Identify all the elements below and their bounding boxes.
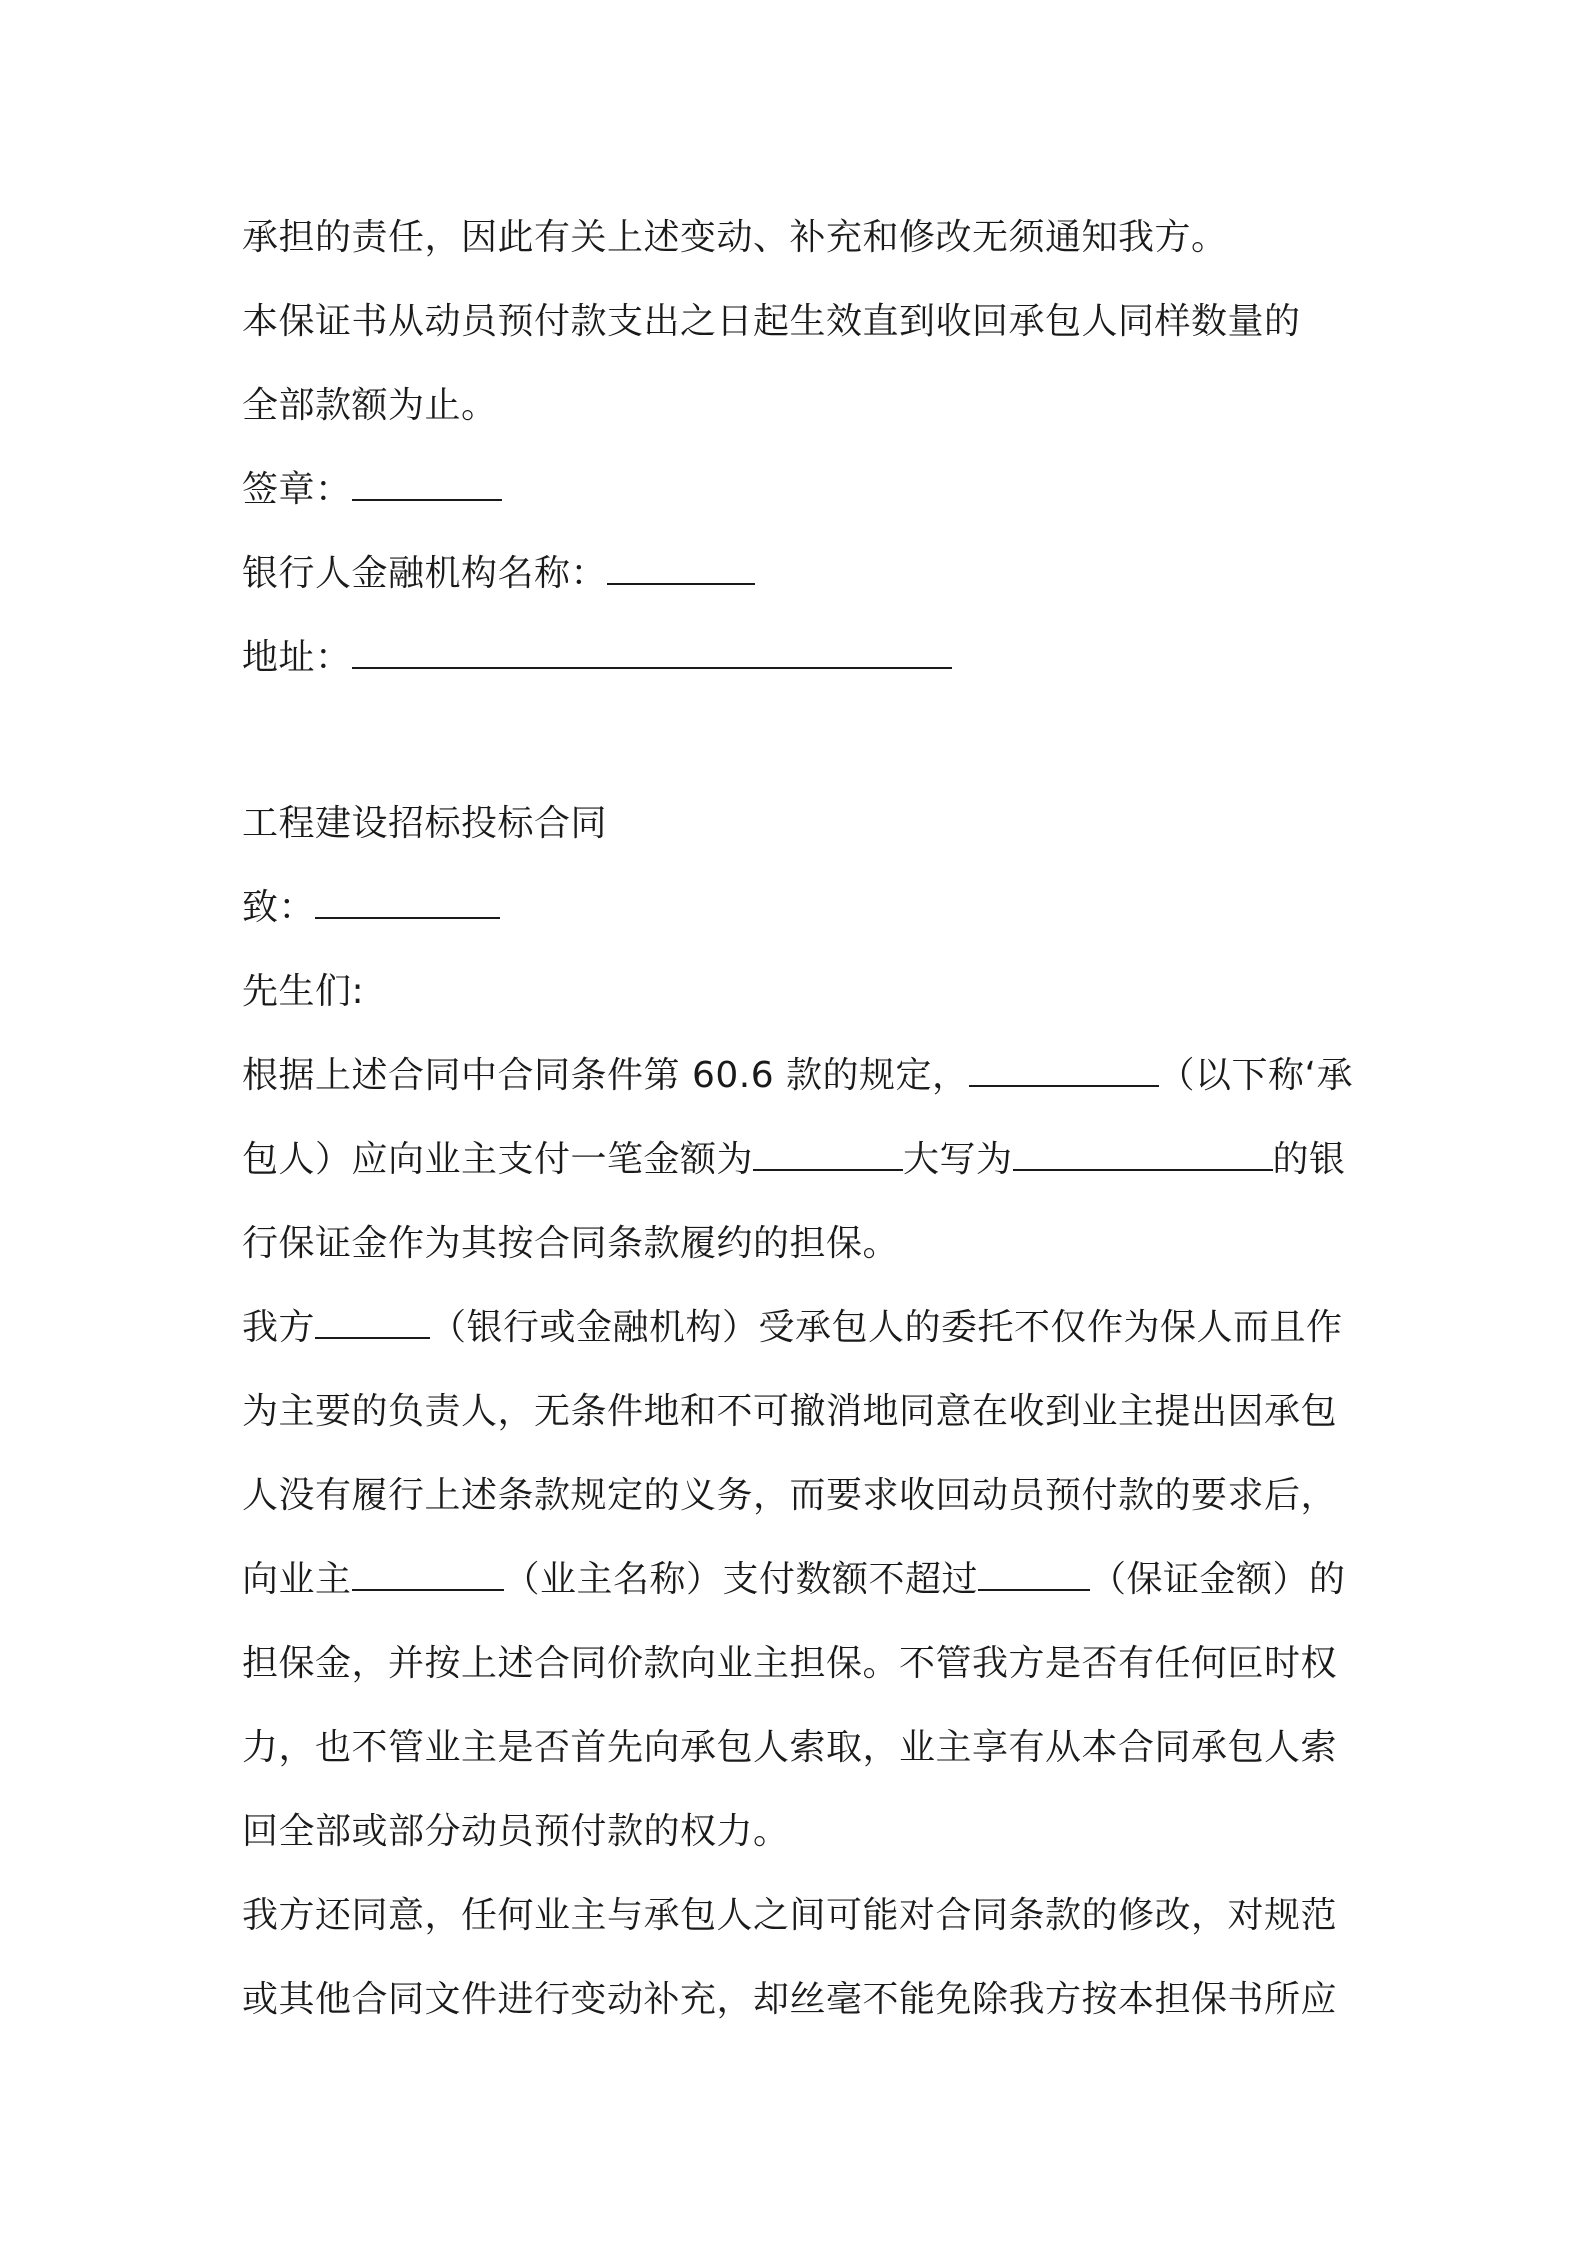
text-segment: （银行或金融机构）受承包人的委托不仅作为保人而且作 <box>430 1307 1343 1348</box>
recipient-line <box>242 866 1357 950</box>
contractor-blank <box>969 1055 1159 1087</box>
bank-name-label: 银行人金融机构名称： <box>242 553 608 594</box>
signature-blank <box>352 469 502 501</box>
text-segment: 向业主 <box>242 1559 352 1600</box>
text-line: 行保证金作为其按合同条款履约的担保。 <box>242 1223 900 1264</box>
section-title: 工程建设招标投标合同 <box>242 803 608 844</box>
text-line: 回全部或部分动员预付款的权力。 <box>242 1811 790 1852</box>
owner-name-blank <box>352 1559 504 1591</box>
address-line <box>242 616 1357 700</box>
guarantee-amount-blank <box>978 1559 1090 1591</box>
text-line: 人没有履行上述条款规定的义务，而要求收回动员预付款的要求后， <box>242 1475 1338 1516</box>
text-line <box>242 1286 1357 1370</box>
text-segment: （保证金额）的 <box>1090 1559 1346 1600</box>
text-line <box>242 1034 1357 1118</box>
bank-name-blank <box>607 553 755 585</box>
text-line: 本保证书从动员预付款支出之日起生效直到收回承包人同样数量的 <box>242 301 1301 342</box>
bank-blank <box>315 1307 430 1339</box>
text-segment: （以下称‘承 <box>1158 1055 1353 1096</box>
text-segment: 包人）应向业主支付一笔金额为 <box>242 1139 754 1180</box>
amount-blank <box>753 1139 903 1171</box>
document-body <box>242 196 1357 2042</box>
address-label: 地址： <box>242 637 352 678</box>
address-blank <box>352 637 952 669</box>
signature-line <box>242 448 1357 532</box>
amount-in-words-blank <box>1013 1139 1273 1171</box>
text-segment: 根据上述合同中合同条件第 60.6 款的规定， <box>242 1055 969 1096</box>
text-segment: 我方 <box>242 1307 316 1348</box>
text-segment: 大写为 <box>903 1139 1013 1180</box>
section-spacer <box>242 700 1357 782</box>
text-line: 承担的责任，因此有关上述变动、补充和修改无须通知我方。 <box>242 217 1228 258</box>
text-segment: （业主名称）支付数额不超过 <box>503 1559 979 1600</box>
signature-label: 签章： <box>242 469 352 510</box>
text-line <box>242 1118 1357 1202</box>
text-line: 为主要的负责人，无条件地和不可撤消地同意在收到业主提出因承包 <box>242 1391 1338 1432</box>
text-line <box>242 1538 1357 1622</box>
bank-name-line <box>242 532 1357 616</box>
text-line: 或其他合同文件进行变动补充，却丝毫不能免除我方按本担保书所应 <box>242 1979 1338 2020</box>
text-segment: 的银 <box>1272 1139 1346 1180</box>
recipient-label: 致： <box>242 887 316 928</box>
salutation: 先生们: <box>242 971 365 1012</box>
recipient-blank <box>315 887 500 919</box>
text-line: 全部款额为止。 <box>242 385 498 426</box>
text-line: 力，也不管业主是否首先向承包人索取，业主享有从本合同承包人索 <box>242 1727 1338 1768</box>
text-line: 我方还同意，任何业主与承包人之间可能对合同条款的修改，对规范 <box>242 1895 1338 1936</box>
text-line: 担保金，并按上述合同价款向业主担保。不管我方是否有任何叵时权 <box>242 1643 1338 1684</box>
